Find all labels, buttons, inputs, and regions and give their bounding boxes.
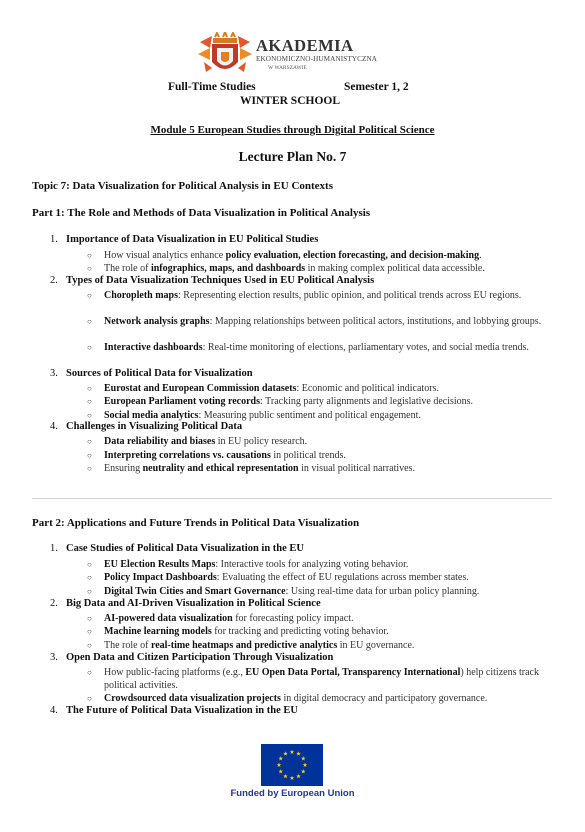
list-number: 1. (50, 234, 58, 245)
sub-item-emphasis: Network analysis graphs (104, 316, 210, 327)
list-item-heading (50, 652, 333, 663)
funded-by-text: Funded by European Union (230, 788, 355, 799)
sub-item-text: : Representing election results, public opinion, and political trends across EU regions. (178, 290, 522, 301)
sub-list-item (87, 639, 552, 652)
circle-bullet-icon: ○ (87, 437, 92, 446)
sub-item-text: The role of (104, 263, 151, 274)
list-item-title: Open Data and Citizen Participation Through Visualization (66, 652, 334, 663)
list-item-heading (50, 234, 318, 245)
logo-title: AKADEMIA (256, 36, 354, 55)
sub-item-text: for tracking and predicting voting behavior. (211, 626, 389, 637)
sub-item-emphasis: Crowdsourced data visualization projects (104, 693, 281, 704)
circle-bullet-icon: ○ (87, 573, 92, 582)
circle-bullet-icon: ○ (87, 264, 92, 273)
eu-star-icon (290, 776, 295, 780)
sub-item-text: : Economic and political indicators. (296, 383, 439, 394)
list-item-title: Sources of Political Data for Visualization (66, 368, 253, 379)
part2-title: Part 2: Applications and Future Trends in Political Data Visualization (32, 517, 360, 529)
module-title: Module 5 European Studies through Digital Political Science (150, 124, 435, 136)
list-number: 4. (50, 421, 58, 432)
sub-item-emphasis: EU Election Results Maps (104, 559, 216, 570)
sub-item-emphasis: Machine learning models (104, 626, 212, 637)
list-number: 2. (50, 275, 58, 286)
eu-star-icon (283, 751, 288, 755)
sub-item-text: : Mapping relationships between political actors, institutions, and lobbying groups. (209, 316, 542, 327)
list-item-title: Importance of Data Visualization in EU Political Studies (66, 234, 319, 245)
sub-list-item (87, 262, 552, 275)
sub-list-item (87, 558, 552, 571)
topic-title: Topic 7: Data Visualization for Political Analysis in EU Contexts (32, 180, 333, 192)
list-item-heading (50, 275, 374, 286)
circle-bullet-icon: ○ (87, 587, 92, 596)
list-item-title: The Future of Political Data Visualization in the EU (66, 705, 298, 716)
eu-star-icon (301, 769, 306, 773)
sub-list-item (87, 692, 552, 705)
sub-item-emphasis: EU Open Data Portal, Transparency International (245, 667, 461, 678)
list-item-heading (50, 543, 304, 554)
akademia-crest-icon (196, 32, 254, 78)
list-item-heading (50, 368, 253, 379)
sub-item-emphasis: European Parliament voting records (104, 396, 261, 407)
list-item-title: Case Studies of Political Data Visualization in the EU (66, 543, 305, 554)
circle-bullet-icon: ○ (87, 560, 92, 569)
sub-item-emphasis: Choropleth maps (104, 290, 178, 301)
eu-flag-icon (261, 744, 323, 786)
list-number: 1. (50, 543, 58, 554)
logo-city: W WARSZAWIE (268, 65, 307, 71)
sub-item-text: How public-facing platforms (e.g., (104, 667, 246, 678)
list-number: 4. (50, 705, 58, 716)
eu-star-icon (303, 763, 308, 767)
eu-star-icon (283, 774, 288, 778)
sub-list-item (87, 341, 552, 354)
sub-item-emphasis: Interpreting correlations vs. causations (104, 450, 271, 461)
sub-item-emphasis: Social media analytics (104, 410, 199, 421)
list-item-heading (50, 421, 242, 432)
eu-star-icon (296, 751, 301, 755)
circle-bullet-icon: ○ (87, 397, 92, 406)
sub-list-item (87, 625, 552, 638)
circle-bullet-icon: ○ (87, 291, 92, 300)
sub-list-item (87, 571, 552, 584)
sub-list-item (87, 462, 552, 475)
sub-list-item (87, 382, 552, 395)
circle-bullet-icon: ○ (87, 451, 92, 460)
circle-bullet-icon: ○ (87, 384, 92, 393)
sub-list-item (87, 612, 552, 625)
circle-bullet-icon: ○ (87, 614, 92, 623)
sub-item-text: ) help citizens track political activities. (104, 667, 539, 691)
sub-item-text: in making complex political data accessible. (305, 263, 485, 274)
sub-item-text: : Evaluating the effect of EU regulations across member states. (216, 572, 469, 583)
sub-item-text: in digital democracy and participatory governance. (280, 693, 488, 704)
circle-bullet-icon: ○ (87, 641, 92, 650)
sub-item-text: How visual analytics enhance (104, 250, 226, 261)
semester: Semester 1, 2 (344, 81, 409, 93)
circle-bullet-icon: ○ (87, 464, 92, 473)
logo-subtitle: EKONOMICZNO-HUMANISTYCZNA (256, 55, 378, 63)
part1-title: Part 1: The Role and Methods of Data Visualization in Political Analysis (32, 207, 371, 219)
sub-item-text: : Using real-time data for urban policy planning. (285, 586, 480, 597)
sub-item-text: The role of (104, 640, 151, 651)
eu-star-icon (296, 774, 301, 778)
eu-star-icon (290, 750, 295, 754)
sub-item-text: Ensuring (104, 463, 143, 474)
lecture-title: Lecture Plan No. 7 (238, 149, 347, 164)
divider (32, 498, 552, 499)
sub-item-emphasis: neutrality and ethical representation (142, 463, 299, 474)
sub-list-item (87, 395, 552, 408)
sub-item-text: . (479, 250, 482, 261)
sub-item-text: in EU governance. (337, 640, 415, 651)
school-name: WINTER SCHOOL (240, 95, 341, 107)
sub-list-item (87, 666, 552, 692)
eu-star-icon (278, 756, 283, 760)
eu-star-icon (301, 756, 306, 760)
list-number: 3. (50, 652, 58, 663)
sub-item-text: : Tracking party alignments and legislative decisions. (260, 396, 474, 407)
sub-item-emphasis: AI-powered data visualization (104, 613, 233, 624)
sub-item-emphasis: Data reliability and biases (104, 436, 216, 447)
sub-list-item (87, 249, 552, 262)
circle-bullet-icon: ○ (87, 251, 92, 260)
sub-list-item (87, 315, 552, 328)
sub-item-text: in political trends. (270, 450, 346, 461)
list-item-heading (50, 598, 321, 609)
sub-item-emphasis: infographics, maps, and dashboards (150, 263, 306, 274)
sub-item-emphasis: Digital Twin Cities and Smart Governance (104, 586, 286, 597)
sub-item-emphasis: Eurostat and European Commission datasets (104, 383, 297, 394)
circle-bullet-icon: ○ (87, 411, 92, 420)
sub-item-emphasis: Interactive dashboards (104, 342, 203, 353)
list-number: 3. (50, 368, 58, 379)
sub-item-text: : Real-time monitoring of elections, parliamentary votes, and social media trends. (202, 342, 529, 353)
list-item-title: Challenges in Visualizing Political Data (66, 421, 243, 432)
sub-item-emphasis: real-time heatmaps and predictive analytics (150, 640, 338, 651)
sub-list-item (87, 585, 552, 598)
sub-item-emphasis: policy evaluation, election forecasting, and decision-making (225, 250, 480, 261)
sub-item-text: in visual political narratives. (298, 463, 415, 474)
sub-item-text: : Interactive tools for analyzing voting behavior. (215, 559, 409, 570)
list-item-title: Big Data and AI-Driven Visualization in Political Science (66, 598, 321, 609)
circle-bullet-icon: ○ (87, 317, 92, 326)
sub-item-text: in EU policy research. (215, 436, 308, 447)
circle-bullet-icon: ○ (87, 343, 92, 352)
eu-star-icon (278, 769, 283, 773)
list-number: 2. (50, 598, 58, 609)
circle-bullet-icon: ○ (87, 694, 92, 703)
sub-item-text: : Measuring public sentiment and political engagement. (198, 410, 421, 421)
eu-star-icon (277, 763, 282, 767)
study-mode: Full-Time Studies (168, 81, 256, 93)
list-item-title: Types of Data Visualization Techniques Used in EU Political Analysis (66, 275, 375, 286)
sub-item-emphasis: Policy Impact Dashboards (104, 572, 217, 583)
sub-list-item (87, 435, 552, 448)
sub-list-item (87, 449, 552, 462)
list-item-heading (50, 705, 298, 716)
circle-bullet-icon: ○ (87, 627, 92, 636)
circle-bullet-icon: ○ (87, 668, 92, 677)
sub-item-text: for forecasting policy impact. (232, 613, 354, 624)
sub-list-item (87, 289, 552, 302)
